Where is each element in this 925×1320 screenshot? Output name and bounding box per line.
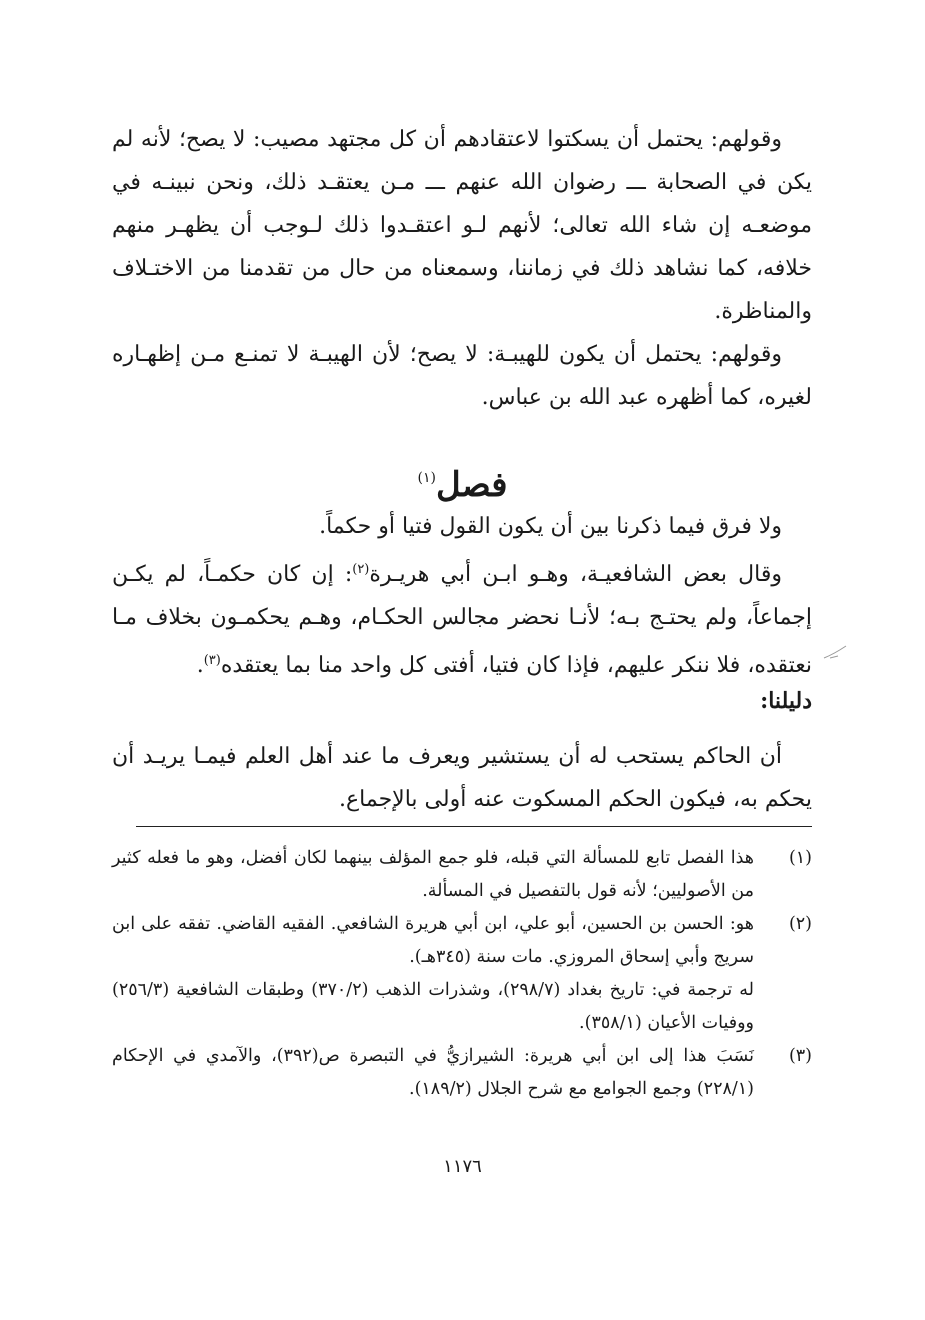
footnote-text: هذا الفصل تابع للمسألة التي قبله، فلو جمع المؤلف بينهما لكان أفضل، وهو ما فعله كثير من الأصوليين؛ لأنه قول بالتفصيل في المسألة. — [112, 848, 754, 901]
footnote-text: هو: الحسن بن الحسين، أبو علي، ابن أبي هريرة الشافعي. الفقيه القاضي. تفقه على ابن سريج وأبي إسحاق المروزي. مات سنة (٣٤٥هـ). — [112, 914, 754, 967]
evidence-paragraph: أن الحاكم يستحب له أن يستشير ويعرف ما عند أهل العلم فيمـا يريـد أن يحكم به، فيكون الحكم المسكوت عنه أولى بالإجماع. — [112, 744, 812, 812]
section-title: فصل — [435, 465, 508, 505]
paragraph-objection-2: وقولهم: يحتمل أن يكون للهيبـة: لا يصح؛ لأن الهيبـة لا تمنـع مـن إظهـاره لغيره، كما أظهره عبد الله بن عباس. — [112, 342, 812, 410]
section-paragraph-2-rest: : إن كان حكمـاً، لم يكـن إجماعاً، ولم يحتـج بـه؛ لأنـا نحضر مجالس الحكـام، وهـم يحكمـون بخلاف مـا نعتقده، فلا ننكر عليهم، فإذا كان فتيا، أفتى كل واحد منا بما يعتقده — [112, 562, 812, 678]
footnote-2 — [112, 908, 812, 974]
footnote-ref-2: (٢) — [352, 562, 370, 577]
footnotes — [112, 842, 812, 1106]
footnote-ref-3: (٣) — [203, 653, 221, 668]
page-number: ١١٧٦ — [443, 1156, 482, 1177]
evidence-body — [112, 735, 812, 821]
paragraph-objection-1: وقولهم: يحتمل أن يسكتوا لاعتقادهم أن كل مجتهد مصيب: لا يصح؛ لأنه لم يكن في الصحابة ـــ رضوان الله عنهم ـــ مـن يعتقـد ذلك، ونحن نبينـه في موضعـه إن شاء الله تعالى؛ لأنهم لـو اعتقـدوا ذلك لـوجب أن يظهـر منهم خلافه، كما نشاهد ذلك في زماننا، وسمعناه من حال من تقدمنا من الاختـلاف والمناظرة. — [112, 127, 812, 324]
footnote-text: نَسَبَ هذا إلى ابن أبي هريرة: الشيرازيُّ في التبصرة ص(٣٩٢)، والآمدي في الإحكام (٢٢٨/١) وجمع الجوامع مع شرح الجلال (١٨٩/٢). — [112, 1046, 754, 1099]
footnote-2-sources: له ترجمة في: تاريخ بغداد (٢٩٨/٧)، وشذرات الذهب (٣٧٠/٢) وطبقات الشافعية (٢٥٦/٣) ووفيات الأعيان (٣٥٨/١). — [112, 980, 754, 1033]
section-footnote-ref: (١) — [417, 470, 436, 486]
footnote-1 — [112, 842, 812, 908]
section-paragraph-2-main: وقال بعض الشافعيـة، وهـو ابـن أبي هريـرة — [369, 562, 782, 587]
footnote-divider — [136, 826, 812, 827]
footnote-number: (١) — [788, 848, 812, 868]
section-paragraph-2 — [112, 548, 812, 687]
footnote-number: (٢) — [788, 914, 812, 934]
evidence-label: دليلنا: — [760, 688, 812, 714]
section-body — [112, 505, 812, 687]
section-heading — [0, 458, 925, 505]
margin-mark-icon — [818, 636, 858, 666]
section-paragraph-1: ولا فرق فيما ذكرنا بين أن يكون القول فتيا أو حكماً. — [319, 514, 782, 539]
footnote-number: (٣) — [788, 1046, 812, 1066]
body-text-top — [112, 118, 812, 419]
section-paragraph-2-end: . — [196, 653, 204, 678]
footnote-3 — [112, 1040, 812, 1106]
